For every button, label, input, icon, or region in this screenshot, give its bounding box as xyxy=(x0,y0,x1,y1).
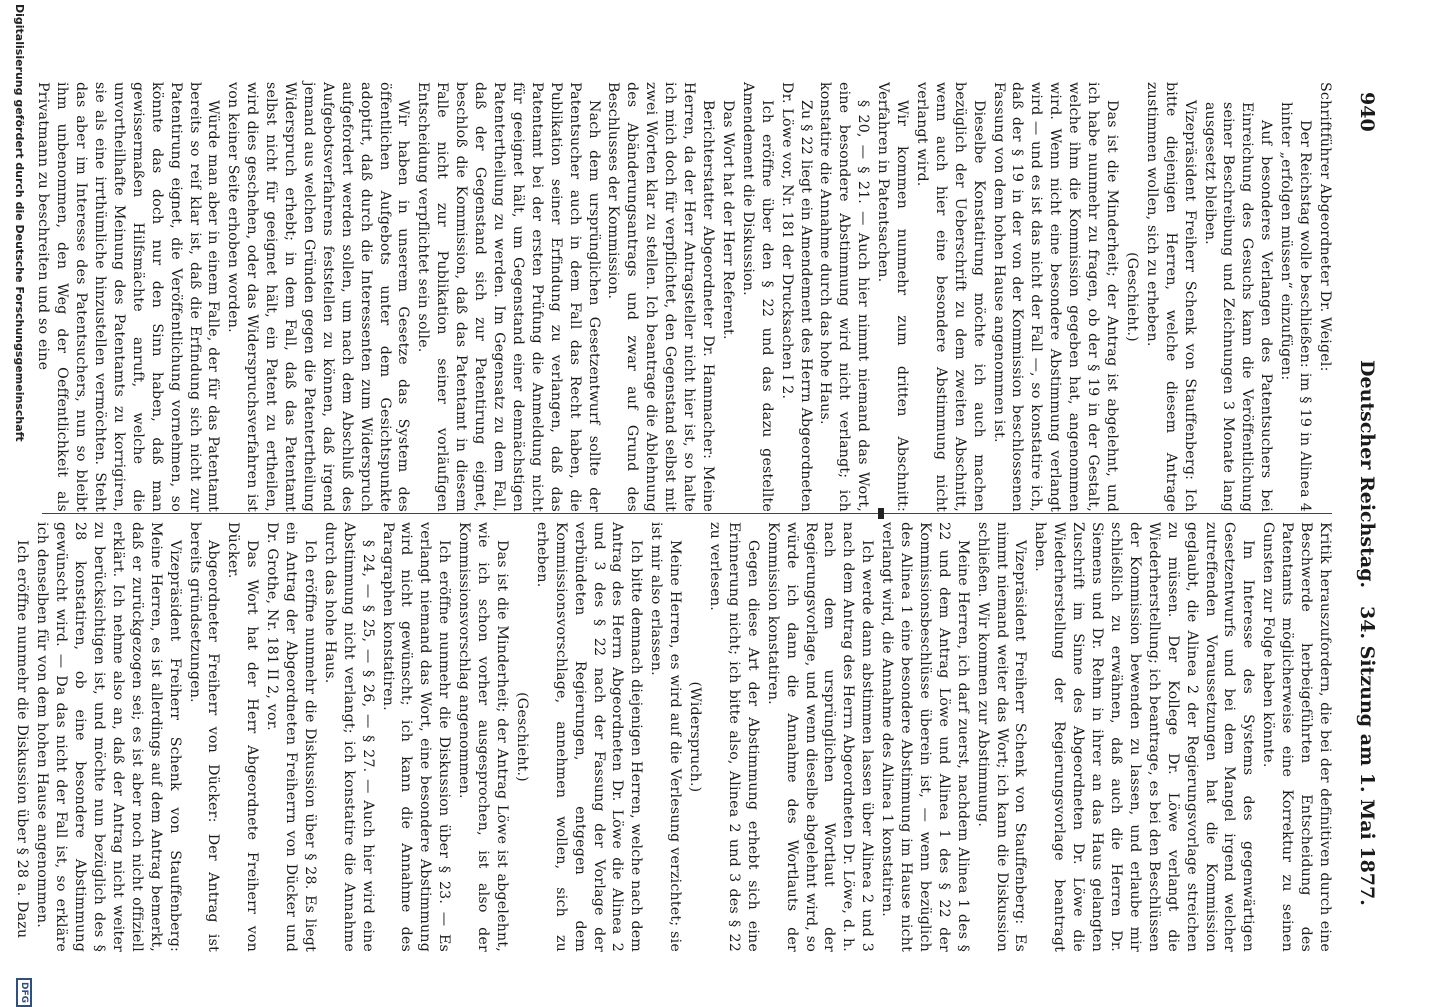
paragraph: Auf besonderes Verlangen des Patentsuchers bei Einreichung des Gesuchs kann die Veröffentlichung seiner Beschreibung und Zeichnungen 3 Monate lang ausgesetzt bleiben. xyxy=(1201,102,1275,512)
paragraph: § 20, — § 21. — Auch hier nimmt niemand das Wort, eine besondere Abstimmung wird nicht verlangt; ich konstatire die Annahme durch das hohe Haus. xyxy=(817,82,872,512)
paragraph: Abgeordneter Freiherr von Dücker: Der Antrag ist bereits gründsetzungen. xyxy=(186,522,222,952)
right-text-column xyxy=(14,522,1334,952)
paragraph: Schriftführer Abgeordneter Dr. Weigel: xyxy=(1317,82,1333,372)
publication-title: Deutscher Reichstag. xyxy=(1356,360,1378,589)
paragraph: Ich bitte demnach diejenigen Herren, welche nach dem Antrag des Herrn Abgeordneten Dr. Löwe die Alinea 2 und 3 des § 22 nach der Fassung der Vorlage der verbündeten Regierungen, entgegen dem Kommissionsvorschlage, annehmen wollen, sich zu erheben. xyxy=(533,522,645,952)
page-number: 940 xyxy=(1356,92,1378,132)
digitization-footer xyxy=(12,0,40,1004)
paragraph: Nach dem ursprünglichen Gesetzentwurf sollte der Patentsucher auch in dem Fall das Recht haben, die Publikation seiner Erfindung zu verlangen, daß das Patentamt bei der ersten Prüfung die Anmeldung nicht für geeignet hält, um Gegenstand einer demnächstigen Patentertheilung zu werden. Im Gegensatz zu dem Fall, daß der Gegenstand sich zur Patentirung eignet, beschloß die Kommission, daß das Patentamt in diesem Falle nicht zur Publikation seiner vorläufigen Entscheidung verpflichtet sein solle. xyxy=(415,82,602,512)
paragraph: Zu § 22 liegt ein Amendement des Herrn Abgeordneten Dr. Löwe vor, Nr. 181 der Drucksachen I 2. xyxy=(778,82,814,512)
column-divider xyxy=(42,513,1332,514)
column-divider-mark xyxy=(878,508,884,519)
paragraph: Wir kommen nunmehr zum dritten Abschnitt: Verfahren in Patentsachen. xyxy=(875,82,911,512)
paragraph: Ich eröffne über den § 22 und das dazu gestellte Amendement die Diskussion. xyxy=(739,82,775,512)
paragraph: (Geschieht.) xyxy=(1123,252,1140,342)
paragraph: (Geschieht.) xyxy=(513,692,530,782)
paragraph: Das Wort hat der Herr Referent. xyxy=(719,100,736,340)
paragraph: Ich eröffne nunmehr die Diskussion über § 28. Es liegt ein Antrag der Abgeordneten Freiherrn von Dücker und Dr. Grothe, Nr. 181 II 2, vor. xyxy=(264,522,318,952)
page-header xyxy=(1344,40,1392,1000)
paragraph: Meine Herren, ich darf zuerst, nachdem Alinea 1 des § 22 und dem Antrag Löwe und Alinea 1 des § 22 der Kommissionsbeschlüsse überein ist, — wenn bezüglich des Alinea 1 eine besondere Abstimmung im Hause nicht verlangt wird, die Annahme des Alinea 1 konstatiren. xyxy=(879,522,971,952)
paragraph: Der Reichstag wolle beschließen: im § 19 in Alinea 4 hinter „erfolgen müssen“ einzufügen: xyxy=(1278,102,1314,512)
paragraph: Im Interesse des Systems des gegenwärtigen Gesetzentwurfs und bei dem Mangel irgend welcher zutreffenden Voraussetzungen hat die Kommission geglaubt, die Alinea 2 der Regierungsvorlage streichen zu müssen. Der Kollege Dr. Löwe verlangt die Wiederherstellung; ich beantrage, es bei den Beschlüssen der Kommission bewenden zu lassen, und erlaube mir schließlich zu erwähnen, daß auch die Herren Dr. Siemens und Dr. Rehm in ihrer an das Haus gelangten Zuschrift im Sinne des Abgeordneten Dr. Löwe die Wiederherstellung der Regierungsvorlage beantragt haben. xyxy=(1032,522,1257,952)
paragraph: Vizepräsident Freiherr Schenk von Stauffenberg: Ich bitte diejenigen Herren, welche diesem Antrage zustimmen wollen, sich zu erheben. xyxy=(1143,82,1198,512)
paragraph: Wir haben in unserem Gesetze das System des öffentlichen Aufgebots unter dem Gesichtspunkte adoptirt, daß durch die Interessenten zum Widerspruch aufgefordert werden sollen, um nach dem Abschluß des Aufgebotsverfahrens feststellen zu können, daß irgend jemand aus welchen Gründen gegen die Patentertheilung Widerspruch erhebt; in dem Fall, daß das Patentamt selbst nicht für geeignet hält, ein Patent zu ertheilen, wird dies geschehen, oder das Widerspruchsverfahren ist von keiner Seite erhoben worden. xyxy=(225,82,412,512)
paragraph: Meine Herren, es wird auf die Verlesung verzichtet; sie ist mir also erlassen. xyxy=(648,522,684,952)
session-title: 34. Sitzung am 1. Mai 1877. xyxy=(1356,606,1378,906)
paragraph: Das ist die Minderheit; der Antrag Löwe ist abgelehnt, wie ich schon vorher ausgesprochen, ist also der Kommissionsvorschlag angenommen. xyxy=(456,522,511,952)
left-text-column xyxy=(35,82,1334,512)
paragraph: (Widerspruch.) xyxy=(687,681,704,793)
paragraph: Ich eröffne nunmehr die Diskussion über § 28 a. Dazu xyxy=(14,540,31,939)
paragraph: Vizepräsident Freiherr Schenk von Stauffenberg: Es nimmt niemand weiter das Wort; ich kann die Diskussion schließen. Wir kommen zur Abstimmung. xyxy=(974,522,1029,952)
paragraph: Kritik herauszufordern, die bei der definitiven durch eine Beschwerde herbeigeführten Entscheidung des Patentamts möglicherweise eine Korrektur zu seinen Gunsten zur Folge haben könnte. xyxy=(1260,522,1333,952)
paragraph: Vizepräsident Freiherr Schenk von Stauffenberg: Meine Herren, es ist allerdings auf dem Antrag bemerkt, daß er zurückgezogen sei; es ist aber noch nicht offiziell erklärt. Ich nehme also an, daß der Antrag nicht weiter zu berücksichtigen ist, und möchte nun bezüglich des § 28 konstatiren, ob eine besondere Abstimmung gewünscht wird. — Da das nicht der Fall ist, so erkläre ich denselben für von dem hohen Hause angenommen. xyxy=(34,522,183,952)
paragraph: Gegen diese Art der Abstimmung erhebt sich eine Erinnerung nicht; ich bitte also, Alinea 2 und 3 des § 22 zu verlesen. xyxy=(707,522,761,952)
paragraph: Würde man aber in einem Falle, der für das Patentamt bereits so reif klar ist, daß die Erfindung sich nicht zur Patentirung eignet, die Veröffentlichung vornehmen, so könnte das doch nur den Sinn haben, daß man gewissermaßen Hilfsmächte anruft, welche die unvortheilhafte Meinung des Patentamts zu korrigiren, sie als eine irrthümliche hinzustellen vermöchten. Steht das aber im Interesse des Patentsuchers, nun so bleibt ihm unbenommen, den Weg der Oeffentlichkeit als Privatmann zu beschreiten und so eine xyxy=(35,82,222,512)
funding-note: Digitalisierung gefördert durch die Deutsche Forschungsgemeinschaft xyxy=(13,4,26,442)
paragraph: Berichterstatter Abgeordneter Dr. Hammacher: Meine Herren, da der Herr Antragsteller nicht hier ist, so halte ich mich doch für verpflichtet, den Gegenstand selbst mit zwei Worten klar zu stellen. Ich beantrage die Ablehnung des Abänderungsantrags und zwar auf Grund des Beschlusses der Kommission. xyxy=(605,82,716,512)
paragraph: Ich werde dann abstimmen lassen über Alinea 2 und 3 nach dem Antrag des Herrn Abgeordneten Dr. Löwe, d. h. nach dem ursprünglichen Wortlaut der Regierungsvorlage, und wenn dieselbe abgelehnt wird, so würde ich dann die Annahme des Wortlauts der Kommission konstatiren. xyxy=(764,522,876,952)
dfg-logo: DFG xyxy=(16,978,32,1007)
paragraph: Dieselbe Konstatirung möchte ich auch machen bezüglich der Ueberschrift zu dem zweiten Abschnitt, wenn auch hier eine besondere Abstimmung nicht verlangt wird. xyxy=(913,82,987,512)
paragraph: Das ist die Minderheit; der Antrag ist abgelehnt, und ich habe nunmehr zu fragen, ob der § 19 in der Gestalt, welche ihm die Kommission gegeben hat, angenommen wird. Wenn nicht eine besondere Abstimmung verlangt wird — und es ist das nicht der Fall —, so konstatire ich, daß der § 19 in der von der Kommission beschlossenen Fassung von dem hohen Hause angenommen ist. xyxy=(990,82,1121,512)
paragraph: Das Wort hat der Herr Abgeordnete Freiherr von Dücker. xyxy=(225,522,261,952)
paragraph: § 24, — § 25, — § 26, — § 27. — Auch hier wird eine Abstimmung nicht verlangt; ich konstatire die Annahme durch das hohe Haus. xyxy=(321,522,376,952)
paragraph: Ich eröffne nunmehr die Diskussion über § 23. — Es verlangt niemand das Wort, eine besondere Abstimmung wird nicht gewünscht; ich kann die Annahme des Paragraphen konstatiren. xyxy=(379,522,453,952)
